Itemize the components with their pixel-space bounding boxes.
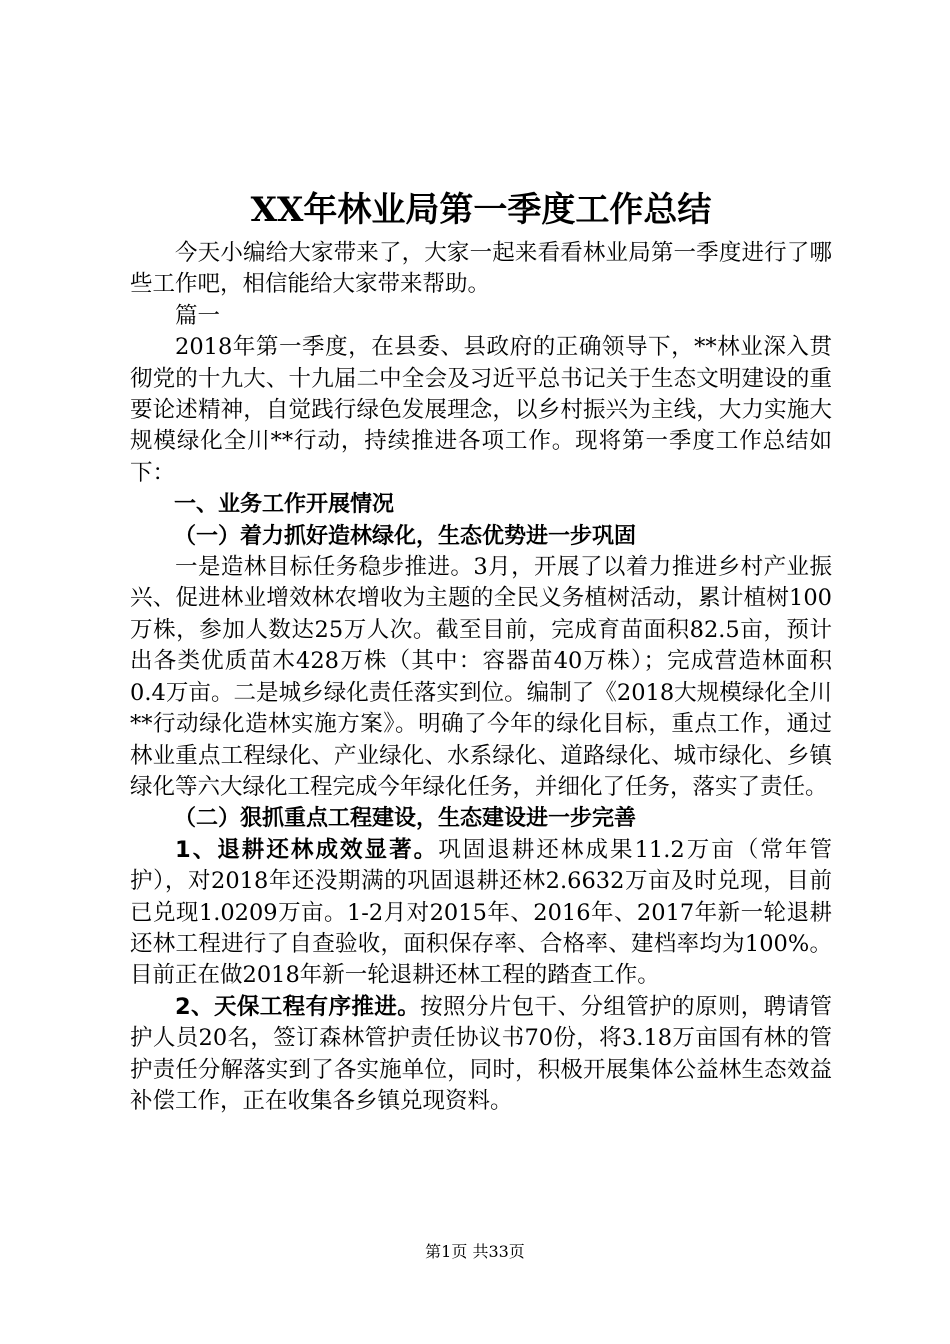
heading-key-projects: （二）狠抓重点工程建设，生态建设进一步完善 — [174, 806, 637, 832]
overview-paragraph: 2018年第一季度，在县委、县政府的正确领导下，**林业深入贯彻党的十九大、十九届二中全会及习近平总书记关于生态文明建设的重要论述精神，自觉践行绿色发展理念，以乡村振兴为主线，大力实施大规模绿化全川**行动，持续推进各项工作。现将第一季度工作总结如下： — [130, 334, 832, 486]
heading-business-work: 一、业务工作开展情况 — [174, 492, 395, 518]
item-returning-farmland-lead: 1、退耕还林成效显著。 — [175, 836, 439, 863]
item-forest-protection-paragraph — [130, 992, 832, 1118]
document-body — [130, 186, 832, 1117]
item-returning-farmland-paragraph — [130, 835, 832, 992]
page-footer: 第1页 共33页 — [425, 1242, 525, 1261]
item-forest-protection-body: 按照分片包干、分组管护的原则，聘请管护人员20名，签订森林管护责任协议书70份，将3.18万亩国有林的管护责任分解落实到了各实施单位，同时，积极开展集体公益林生态效益补偿工作，正在收集各乡镇兑现资料。 — [130, 993, 832, 1114]
item-forest-protection-lead: 2、天保工程有序推进。 — [175, 993, 421, 1020]
afforestation-paragraph: 一是造林目标任务稳步推进。3月，开展了以着力推进乡村产业振兴、促进林业增效林农增收为主题的全民义务植树活动，累计植树100万株，参加人数达25万人次。截至目前，完成育苗面积82.5亩，预计出各类优质苗木428万株（其中：容器苗40万株）；完成营造林面积0.4万亩。二是城乡绿化责任落实到位。编制了《2018大规模绿化全川**行动绿化造林实施方案》。明确了今年的绿化目标，重点工作，通过林业重点工程绿化、产业绿化、水系绿化、道路绿化、城市绿化、乡镇绿化等六大绿化工程完成今年绿化任务，并细化了任务，落实了责任。 — [130, 554, 832, 800]
intro-paragraph: 今天小编给大家带来了，大家一起来看看林业局第一季度进行了哪些工作吧，相信能给大家带来帮助。 — [130, 240, 832, 298]
section-label: 篇一 — [175, 302, 221, 329]
heading-afforestation: （一）着力抓好造林绿化，生态优势进一步巩固 — [174, 523, 637, 549]
document-title: XX年林业局第一季度工作总结 — [250, 190, 712, 230]
item-returning-farmland-body: 巩固退耕还林成果11.2万亩（常年管护），对2018年还没期满的巩固退耕还林2.6632万亩及时兑现，目前已兑现1.0209万亩。1-2月对2015年、2016年、2017年新一轮退耕还林工程进行了自查验收，面积保存率、合格率、建档率均为100%。目前正在做2018年新一轮退耕还林工程的踏查工作。 — [130, 836, 832, 989]
